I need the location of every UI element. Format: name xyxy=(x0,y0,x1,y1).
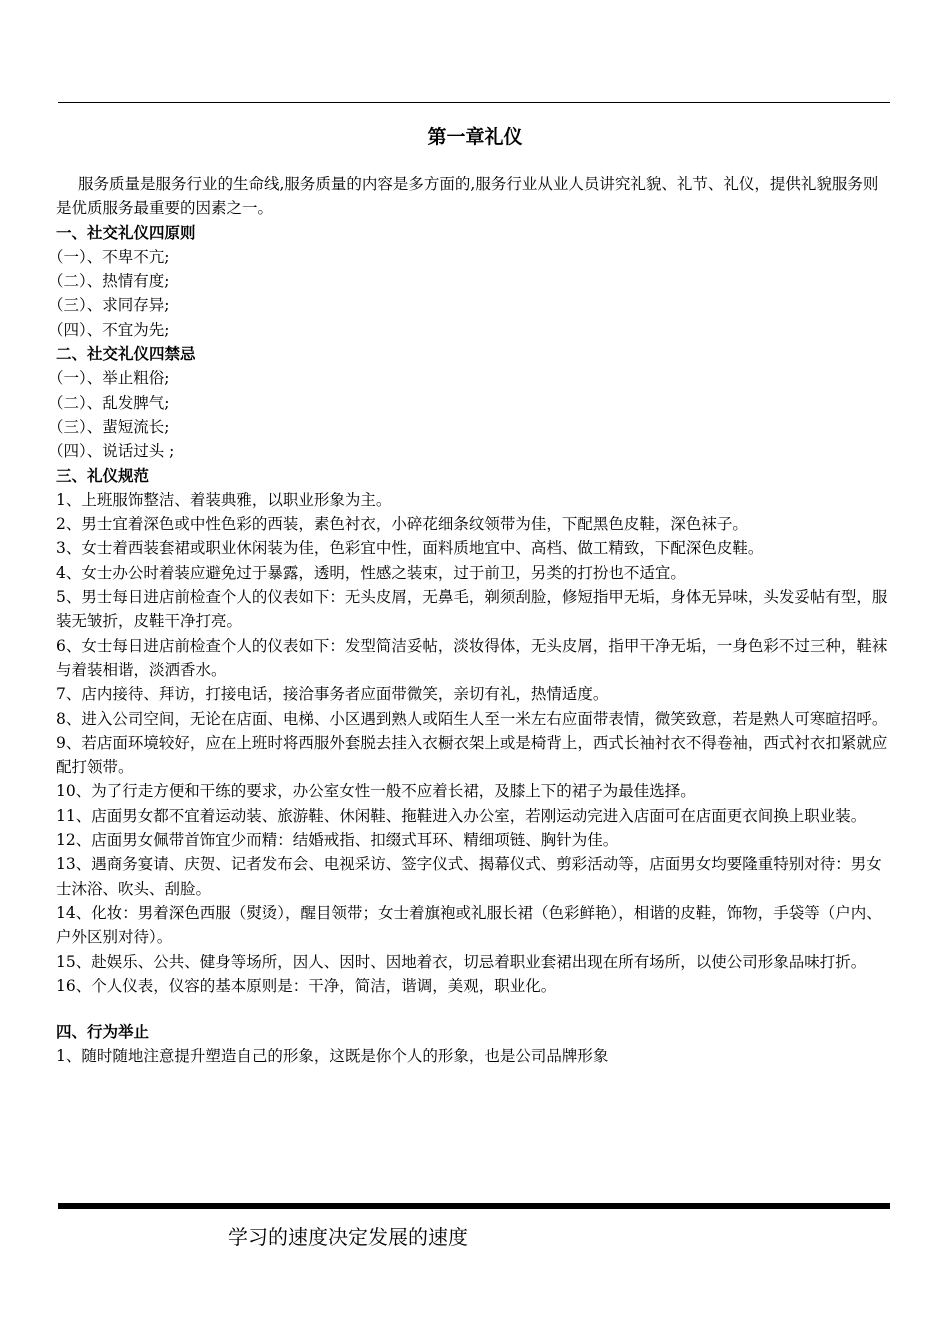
section3-item: 6、女士每日进店前检查个人的仪表如下：发型简洁妥帖，淡妆得体，无头皮屑，指甲干净无垢，一身色彩不过三种，鞋袜与着装相谐，淡洒香水。 xyxy=(56,636,888,679)
section4-item: 1、随时随地注意提升塑造自己的形象，这既是你个人的形象，也是公司品牌形象 xyxy=(56,1047,609,1066)
section2-heading: 二、社交礼仪四禁忌 xyxy=(56,345,196,364)
section3-item: 2、男士宜着深色或中性色彩的西装，素色衬衣，小碎花细条纹领带为佳，下配黑色皮鞋，深色袜子。 xyxy=(56,515,748,534)
section3-item: 8、进入公司空间，无论在店面、电梯、小区遇到熟人或陌生人至一米左右应面带表情，微笑致意，若是熟人可寒暄招呼。 xyxy=(56,709,888,728)
section3-item: 12、店面男女佩带首饰宜少而精：结婚戒指、扣缀式耳环、精细项链、胸针为佳。 xyxy=(56,831,619,850)
section3-item: 16、个人仪表，仪容的基本原则是：干净，简洁，谐调，美观，职业化。 xyxy=(56,976,557,995)
footer-slogan: 学习的速度决定发展的速度 xyxy=(228,1225,468,1249)
section2-item: （四）、说话过头 ; xyxy=(48,442,175,461)
section1-item: （三）、求同存异; xyxy=(48,296,170,315)
footer-rule xyxy=(58,1203,890,1209)
section3-item: 3、女士着西装套裙或职业休闲装为佳，色彩宜中性，面料质地宜中、高档、做工精致，下配深色皮鞋。 xyxy=(56,539,764,558)
section4-heading: 四、行为举止 xyxy=(56,1023,150,1042)
section3-item: 9、若店面环境较好，应在上班时将西服外套脱去挂入衣橱衣架上或是椅背上，西式长袖衬衣不得卷袖，西式衬衣扣紧就应配打领带。 xyxy=(56,733,888,777)
section3-item: 10、为了行走方便和干练的要求，办公室女性一般不应着长裙，及膝上下的裙子为最佳选择。 xyxy=(56,782,696,801)
page-title: 第一章礼仪 xyxy=(427,126,523,148)
section3-item: 11、店面男女都不宜着运动装、旅游鞋、休闲鞋、拖鞋进入办公室，若刚运动完进入店面可在店面更衣间换上职业装。 xyxy=(56,806,867,825)
header-rule xyxy=(58,102,890,103)
section3-item: 13、遇商务宴请、庆贺、记者发布会、电视采访、签字仪式、揭幕仪式、剪彩活动等，店面男女均要隆重特别对待：男女士沐浴、吹头、刮脸。 xyxy=(56,855,882,898)
section2-item: （三）、蜚短流长; xyxy=(48,417,170,436)
section3-item: 4、女士办公时着装应避免过于暴露，透明，性感之装束，过于前卫，另类的打扮也不适宜。 xyxy=(56,563,686,582)
section2-item: （一）、举止粗俗; xyxy=(48,369,170,388)
section2-item: （二）、乱发脾气; xyxy=(48,393,170,412)
intro-paragraph: 服务质量是服务行业的生命线,服务质量的内容是多方面的,服务行业从业人员讲究礼貌、礼节、礼仪，提供礼貌服务则是优质服务最重要的因素之一。 xyxy=(56,175,879,218)
section1-item: （二）、热情有度; xyxy=(48,272,170,291)
section3-item: 14、化妆：男着深色西服（熨烫），醒目领带；女士着旗袍或礼服长裙（色彩鲜艳），相谐的皮鞋，饰物，手袋等（户内、户外区别对待）。 xyxy=(56,903,882,947)
section3-heading: 三、礼仪规范 xyxy=(56,466,150,485)
section-spacer xyxy=(56,998,892,1020)
section3-item: 1、上班服饰整洁、着装典雅，以职业形象为主。 xyxy=(56,490,392,509)
section3-item: 5、男士每日进店前检查个人的仪表如下：无头皮屑，无鼻毛，剃须刮脸，修短指甲无垢，身体无异味，头发妥帖有型，服装无皱折，皮鞋干净打亮。 xyxy=(56,588,888,631)
section3-item: 15、赴娱乐、公共、健身等场所，因人、因时、因地着衣，切忌着职业套裙出现在所有场所，以使公司形象品味打折。 xyxy=(56,952,867,971)
document-body xyxy=(48,172,892,1069)
section1-item: （一）、不卑不亢; xyxy=(48,247,170,266)
section3-item: 7、店内接待、拜访，打接电话，接洽事务者应面带微笑，亲切有礼，热情适度。 xyxy=(56,685,609,704)
section1-item: （四）、不宜为先; xyxy=(48,320,170,339)
section1-heading: 一、社交礼仪四原则 xyxy=(56,223,196,242)
